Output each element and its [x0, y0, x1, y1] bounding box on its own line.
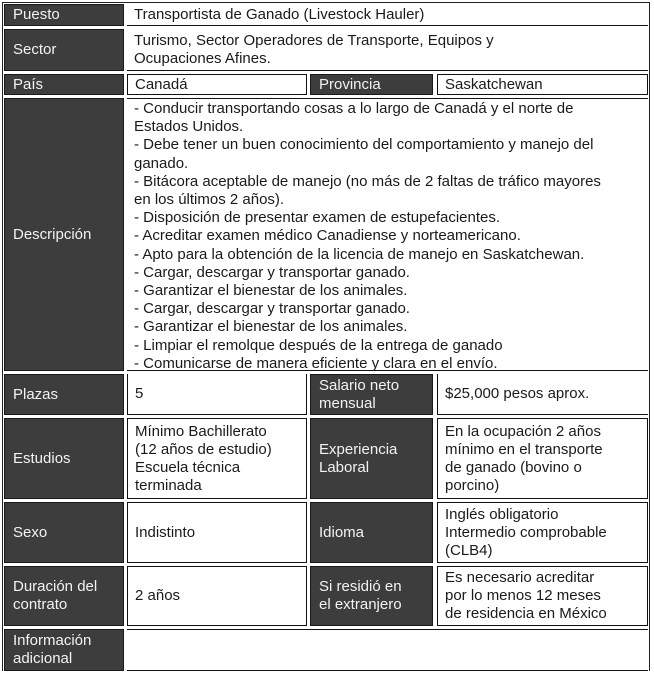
provincia-label: Provincia	[310, 74, 433, 95]
descripcion-label: Descripción	[4, 98, 124, 371]
duracion-label	[4, 566, 124, 626]
duracion-label-line: Duración del	[13, 578, 98, 595]
descripcion-line: - Garantizar el bienestar de los animales.	[134, 282, 408, 300]
descripcion-line: - Disposición de presentar examen de estupefacientes.	[134, 209, 501, 227]
pais-value: Canadá	[127, 74, 307, 95]
sector-line: Turismo, Sector Operadores de Transporte, Equipos y	[134, 31, 494, 49]
descripcion-line: - Limpiar el remolque después de la entrega de ganado	[134, 336, 503, 354]
residencia-label-line: Si residió en	[319, 578, 402, 595]
experiencia-label-line: Laboral	[319, 458, 370, 476]
experiencia-label	[310, 418, 433, 499]
residencia-label-line: el extranjero	[319, 596, 402, 613]
residencia-label	[310, 566, 433, 626]
residencia-line: Es necesario acreditar	[445, 569, 595, 586]
descripcion-line: - Conducir transportando cosas a lo largo de Canadá y el norte de	[134, 100, 574, 117]
residencia-value	[437, 566, 648, 626]
residencia-line: de residencia en México	[445, 605, 607, 622]
descripcion-line: - Garantizar el bienestar de los animales.	[134, 318, 408, 336]
plazas-value: 5	[127, 374, 307, 415]
salario-label	[310, 374, 433, 415]
descripcion-line: Estados Unidos.	[134, 118, 244, 136]
estudios-line: (12 años de estudio)	[135, 440, 272, 458]
salario-value: $25,000 pesos aprox.	[437, 374, 648, 415]
plazas-label: Plazas	[4, 374, 124, 415]
info-value	[127, 629, 648, 671]
puesto-value: Transportista de Ganado (Livestock Hauler)	[127, 4, 648, 26]
duracion-label-line: contrato	[13, 596, 68, 613]
estudios-value	[127, 418, 307, 499]
sector-line: Ocupaciones Afines.	[134, 49, 271, 67]
residencia-line: por lo menos 12 meses	[445, 587, 601, 604]
sector-value	[127, 29, 648, 71]
experiencia-label-line: Experiencia	[319, 440, 398, 458]
pais-label: País	[4, 74, 124, 95]
salario-label-line: Salario neto	[319, 376, 400, 394]
idioma-line: Intermedio comprobable	[445, 523, 607, 541]
idioma-line: (CLB4)	[445, 541, 493, 559]
provincia-value: Saskatchewan	[437, 74, 648, 95]
puesto-label: Puesto	[4, 4, 124, 26]
descripcion-line: - Bitácora aceptable de manejo (no más de 2 faltas de tráfico mayores	[134, 172, 601, 190]
experiencia-value	[437, 418, 648, 499]
info-label	[4, 629, 124, 671]
duracion-value: 2 años	[127, 566, 307, 626]
descripcion-line: - Comunicarse de manera eficiente y clara en el envío.	[134, 354, 498, 372]
descripcion-line: - Acreditar examen médico Canadiense y norteamericano.	[134, 227, 521, 245]
descripcion-line: ganado.	[134, 154, 189, 172]
estudios-label: Estudios	[4, 418, 124, 499]
info-label-line: adicional	[13, 650, 73, 667]
descripcion-line: - Apto para la obtención de la licencia de manejo en Saskatchewan.	[134, 245, 585, 263]
idioma-value	[437, 502, 648, 563]
experiencia-line: de ganado (bovino o	[445, 458, 582, 476]
experiencia-line: En la ocupación 2 años	[445, 422, 601, 440]
experiencia-line: mínimo en el transporte	[445, 440, 603, 458]
experiencia-line: porcino)	[445, 476, 500, 494]
estudios-line: terminada	[135, 476, 202, 494]
estudios-line: Escuela técnica	[135, 458, 241, 476]
descripcion-line: - Cargar, descargar y transportar ganado.	[134, 263, 410, 281]
descripcion-value	[127, 98, 648, 371]
info-label-line: Información	[13, 632, 92, 649]
descripcion-line: en los últimos 2 años).	[134, 191, 285, 209]
descripcion-line: - Debe tener un buen conocimiento del comportamiento y manejo del	[134, 136, 594, 154]
sector-label: Sector	[4, 29, 124, 71]
estudios-line: Mínimo Bachillerato	[135, 422, 267, 440]
idioma-label: Idioma	[310, 502, 433, 563]
descripcion-line: - Cargar, descargar y transportar ganado.	[134, 300, 410, 318]
salario-label-line: mensual	[319, 394, 376, 412]
sexo-label: Sexo	[4, 502, 124, 563]
sexo-value: Indistinto	[127, 502, 307, 563]
idioma-line: Inglés obligatorio	[445, 505, 559, 523]
